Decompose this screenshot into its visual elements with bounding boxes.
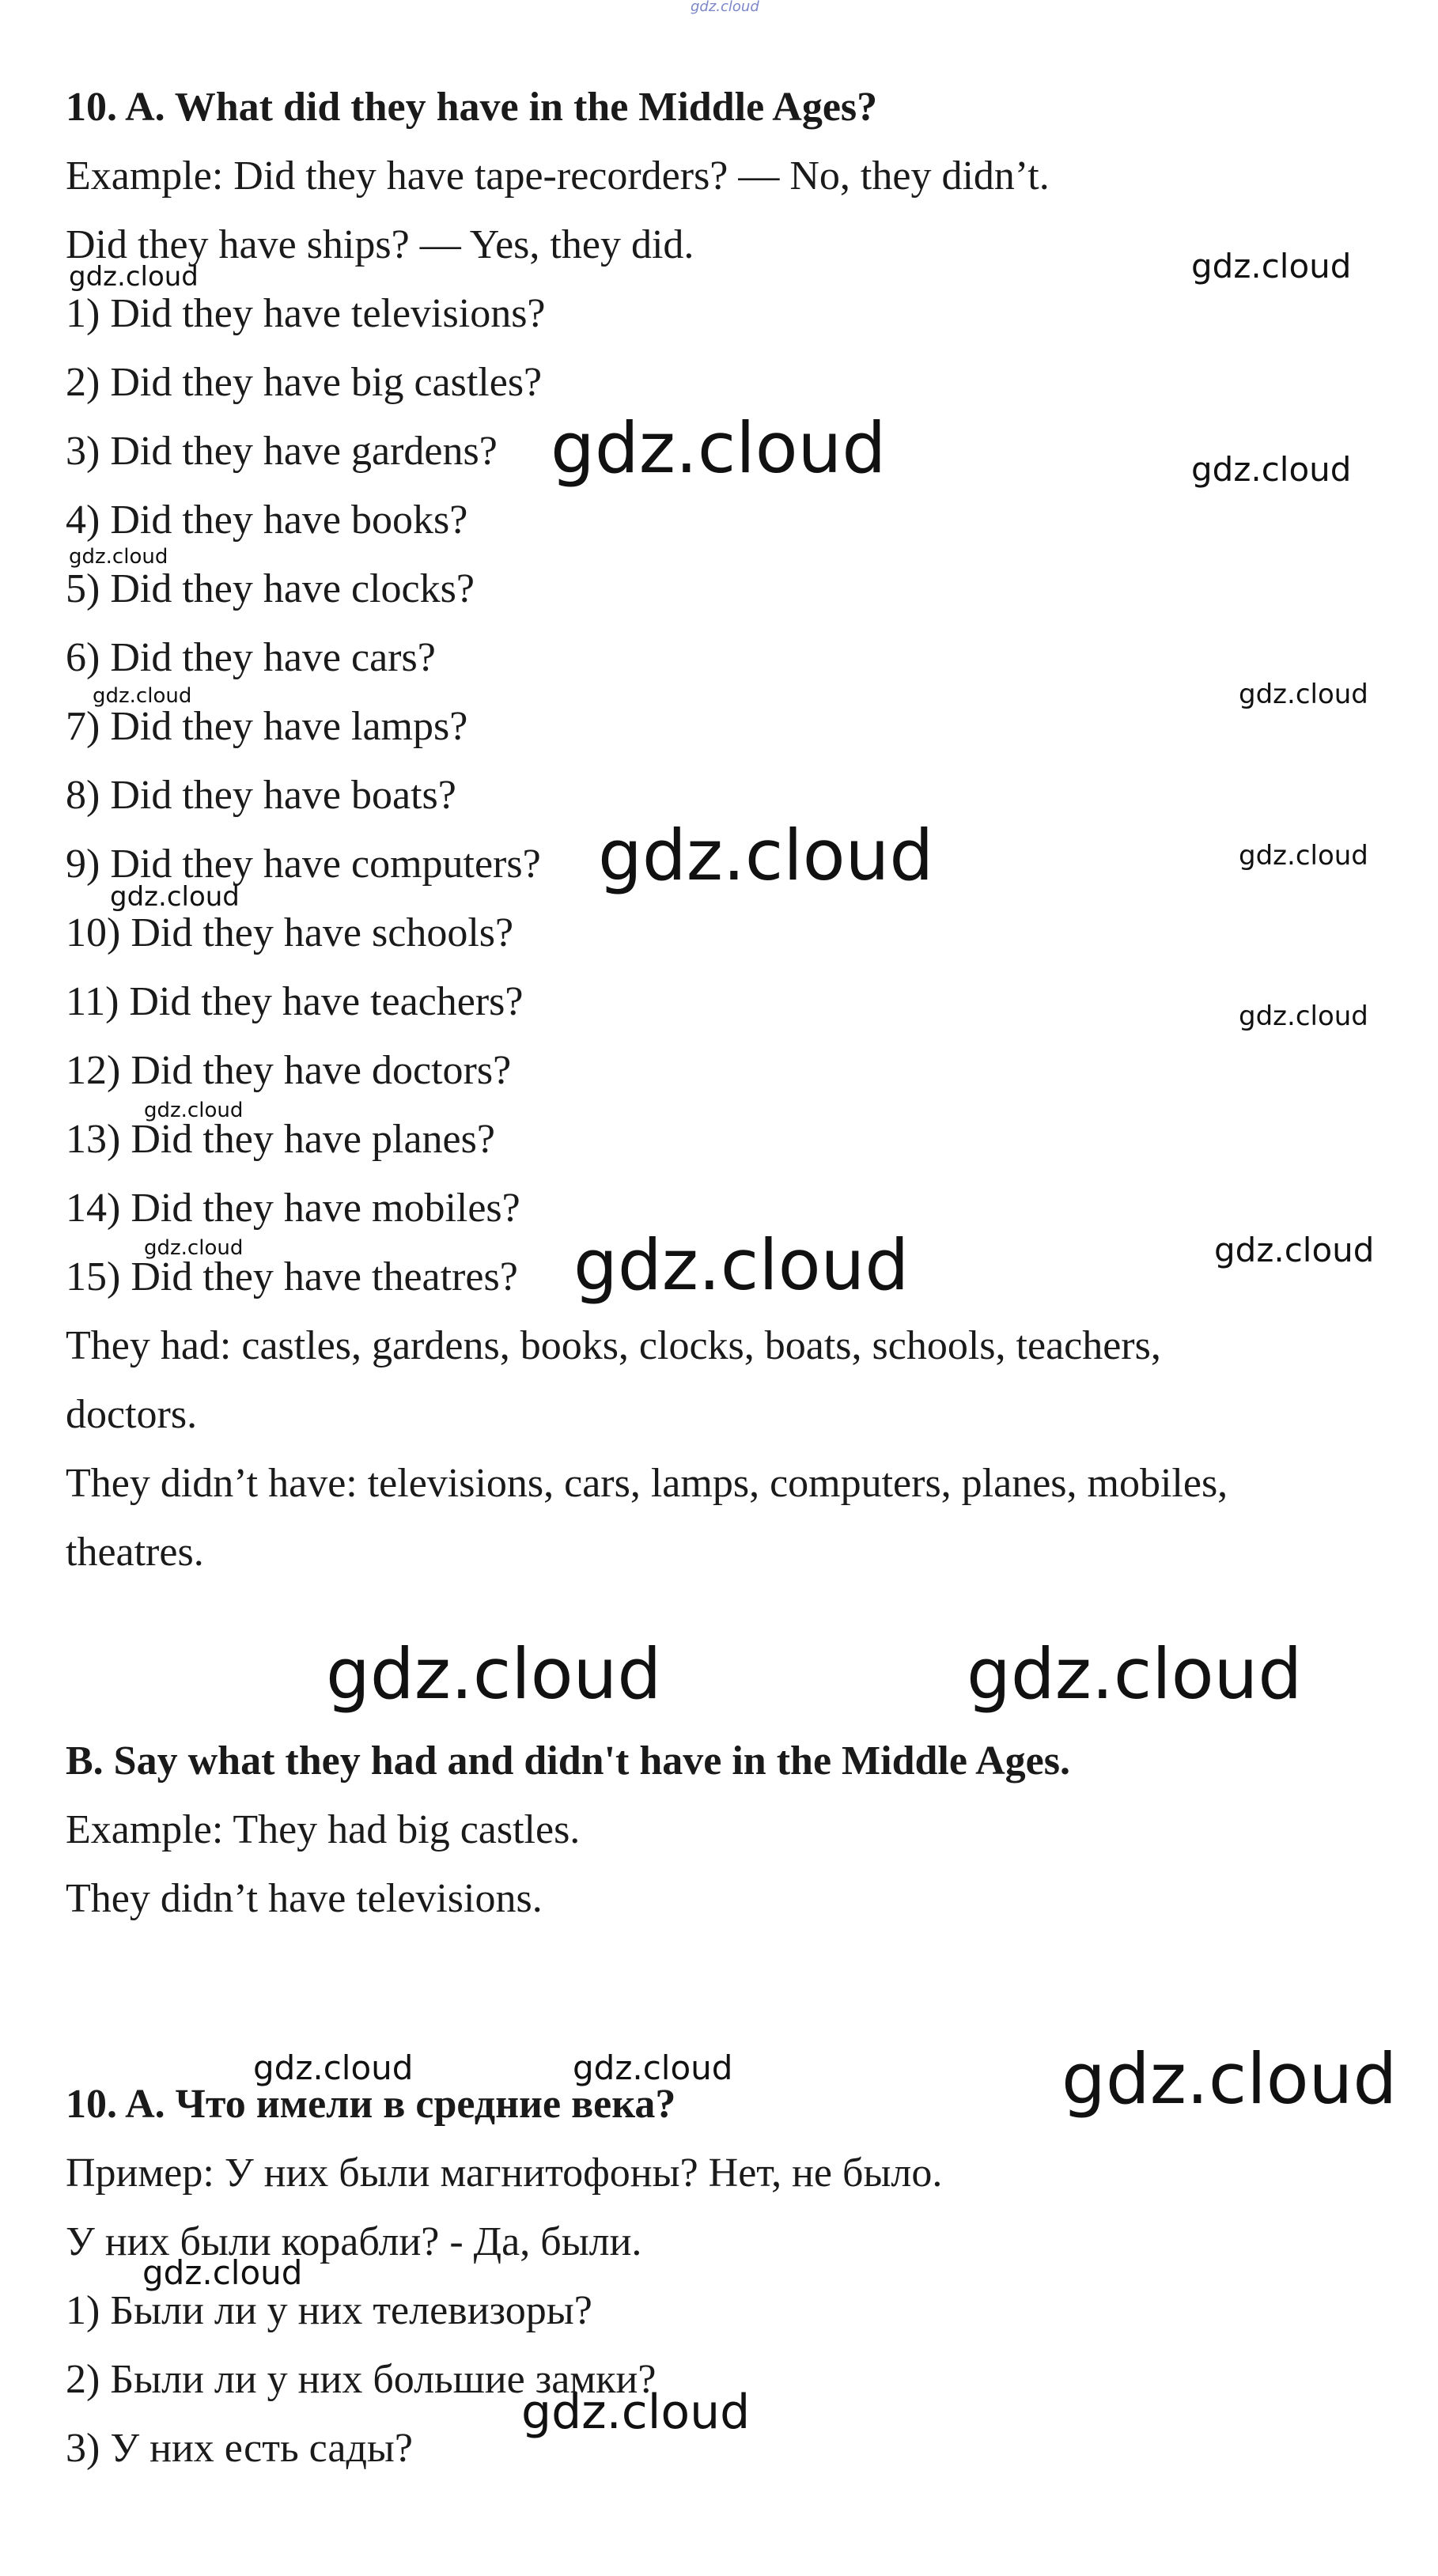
didnt-have-list-line-1: They didn’t have: televisions, cars, lamps, computers, planes, mobiles, <box>66 1461 1228 1506</box>
question-item: 1) Did they have televisions? <box>66 291 546 336</box>
question-item: 15) Did they have theatres? <box>66 1254 518 1299</box>
had-list-line-2: doctors. <box>66 1392 198 1437</box>
watermark: gdz.cloud <box>69 261 199 293</box>
question-item: 13) Did they have planes? <box>66 1117 495 1162</box>
question-item: 6) Did they have cars? <box>66 635 436 680</box>
watermark: gdz.cloud <box>69 545 168 569</box>
watermark: gdz.cloud <box>1239 1001 1368 1032</box>
watermark: gdz.cloud <box>598 815 934 896</box>
watermark: gdz.cloud <box>93 684 192 708</box>
watermark: gdz.cloud <box>1191 450 1352 489</box>
section-b-example-2: They didn’t have televisions. <box>66 1876 543 1921</box>
watermark: gdz.cloud <box>144 1236 244 1260</box>
question-item: 9) Did they have computers? <box>66 842 541 887</box>
watermark: gdz.cloud <box>967 1633 1303 1715</box>
watermark: gdz.cloud <box>1239 679 1368 710</box>
section-a-ru-title: 10. A. Что имели в средние века? <box>66 2082 676 2127</box>
watermark: gdz.cloud <box>521 2385 751 2440</box>
watermark: gdz.cloud <box>1214 1231 1375 1269</box>
question-item: 12) Did they have doctors? <box>66 1048 512 1093</box>
ru-question-item: 3) У них есть сады? <box>66 2426 413 2471</box>
question-item: 11) Did they have teachers? <box>66 979 524 1024</box>
question-item: 10) Did they have schools? <box>66 910 514 955</box>
ru-example-line-2: У них были корабли? - Да, были. <box>66 2219 642 2264</box>
watermark: gdz.cloud <box>1061 2038 1398 2120</box>
question-item: 14) Did they have mobiles? <box>66 1186 520 1231</box>
question-item: 7) Did they have lamps? <box>66 704 468 749</box>
question-item: 2) Did they have big castles? <box>66 360 543 405</box>
question-item: 8) Did they have boats? <box>66 773 456 818</box>
watermark: gdz.cloud <box>573 1224 910 1306</box>
watermark: gdz.cloud <box>551 407 887 489</box>
watermark: gdz.cloud <box>1239 840 1368 872</box>
top-watermark: gdz.cloud <box>691 0 759 15</box>
had-list-line-1: They had: castles, gardens, books, clocks, boats, schools, teachers, <box>66 1323 1161 1368</box>
question-item: 4) Did they have books? <box>66 497 468 543</box>
ru-question-item: 1) Были ли у них телевизоры? <box>66 2288 592 2333</box>
section-b-title: B. Say what they had and didn't have in the Middle Ages. <box>66 1738 1070 1784</box>
watermark: gdz.cloud <box>144 1099 244 1122</box>
section-b-example-1: Example: They had big castles. <box>66 1807 581 1852</box>
watermark: gdz.cloud <box>110 881 240 913</box>
question-item: 3) Did they have gardens? <box>66 429 498 474</box>
didnt-have-list-line-2: theatres. <box>66 1530 204 1575</box>
example-line-1: Example: Did they have tape-recorders? — No, they didn’t. <box>66 153 1050 199</box>
question-item: 5) Did they have clocks? <box>66 566 475 611</box>
watermark: gdz.cloud <box>142 2253 303 2292</box>
watermark: gdz.cloud <box>326 1633 662 1715</box>
example-line-2: Did they have ships? — Yes, they did. <box>66 222 694 267</box>
watermark: gdz.cloud <box>253 2048 414 2087</box>
watermark: gdz.cloud <box>573 2048 733 2087</box>
ru-example-line-1: Пример: У них были магнитофоны? Нет, не было. <box>66 2150 943 2196</box>
section-a-title: 10. A. What did they have in the Middle Ages? <box>66 85 878 130</box>
ru-question-item: 2) Были ли у них большие замки? <box>66 2357 657 2402</box>
watermark: gdz.cloud <box>1191 247 1352 286</box>
